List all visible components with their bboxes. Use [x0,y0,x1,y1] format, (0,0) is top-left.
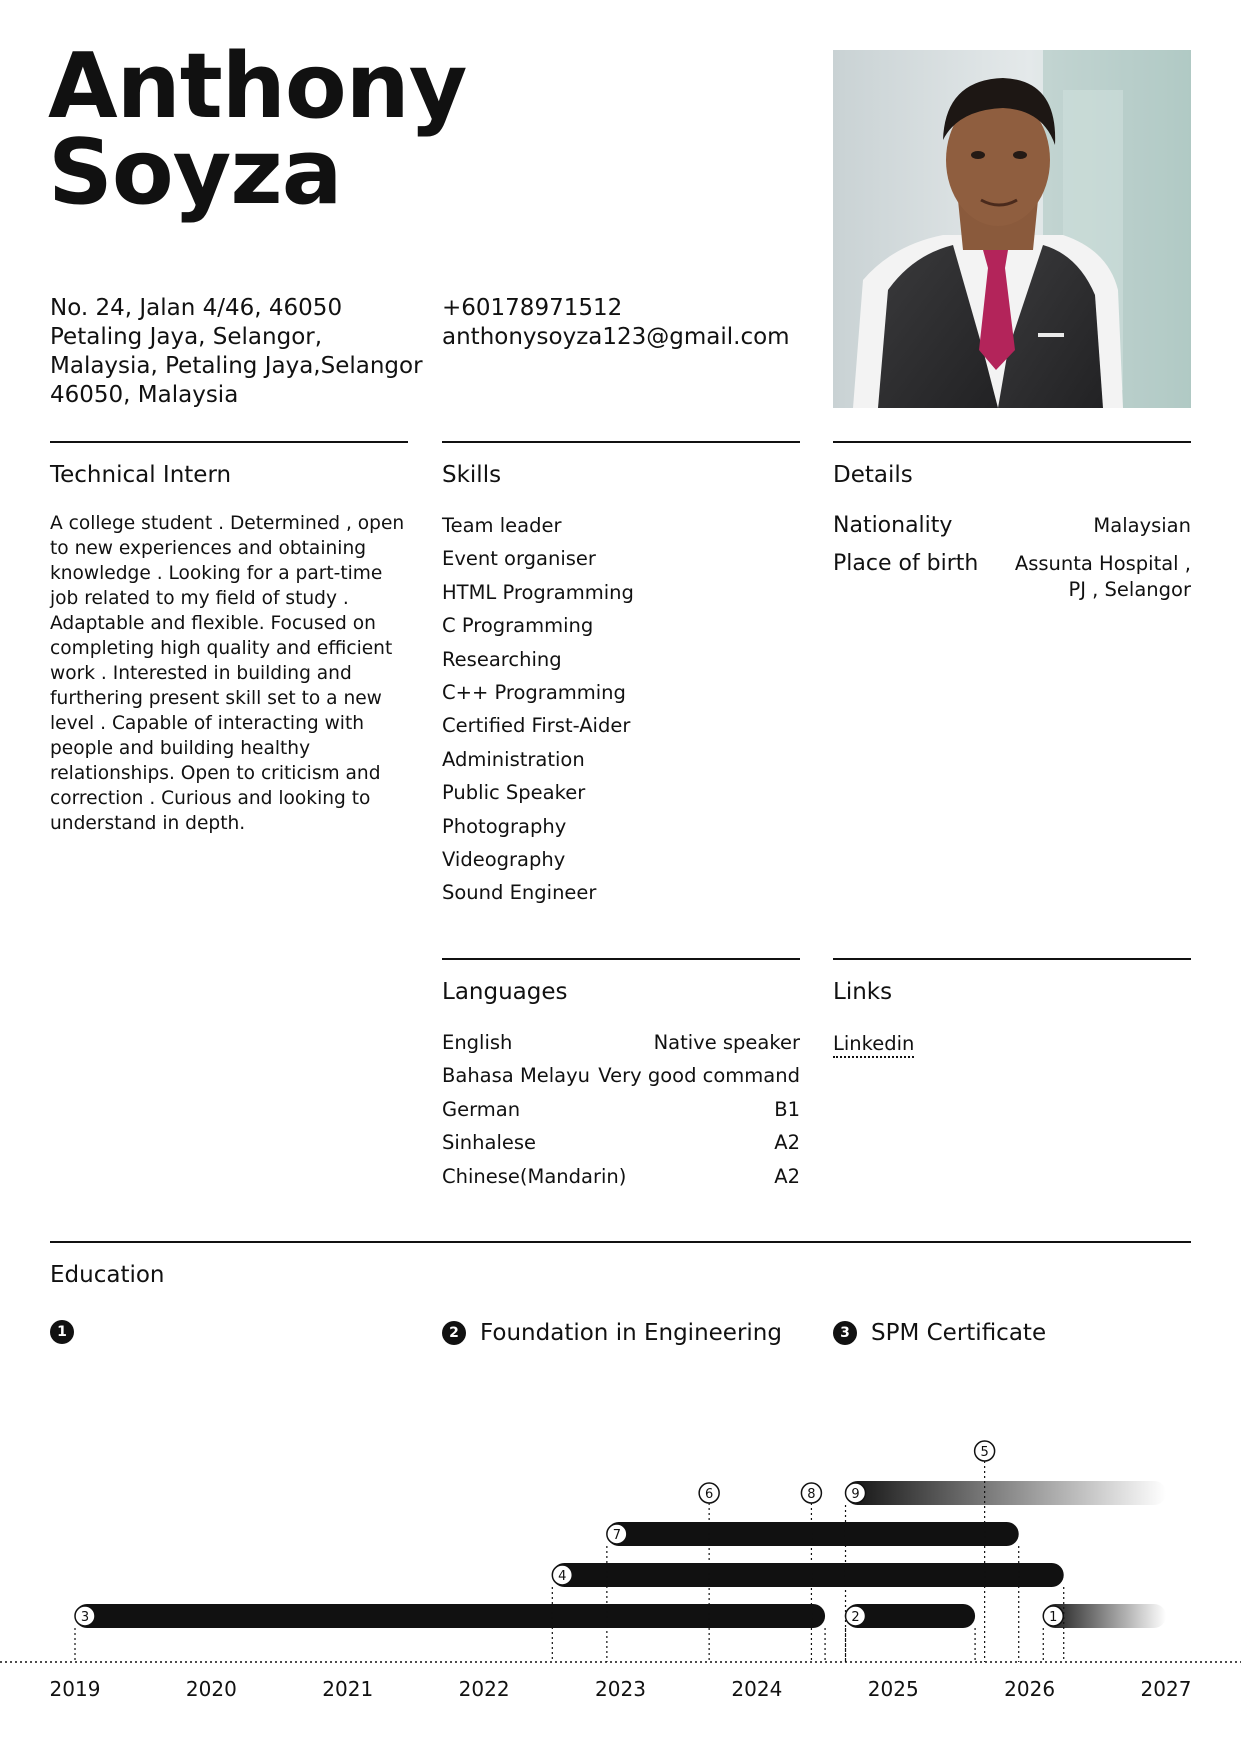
address-line: Petaling Jaya, Selangor, [50,324,323,350]
timeline-bar [846,1481,1166,1505]
language-name: Chinese(Mandarin) [442,1164,627,1188]
timeline-badge-number: 8 [807,1487,816,1502]
last-name: Soyza [48,120,342,225]
language-row [442,1026,800,1059]
year-label: 2024 [731,1677,783,1701]
education-number-badge: 2 [442,1321,466,1345]
skill-item: Event organiser [442,547,596,571]
email-address[interactable]: anthonysoyza123@gmail.com [442,324,790,350]
timeline-badge-number: 3 [80,1610,90,1625]
education-number-badge: 3 [833,1321,857,1345]
skills-section [442,441,800,910]
skill-item: HTML Programming [442,580,634,604]
timeline-badge-number: 2 [851,1610,860,1625]
timeline-badge-number: 7 [612,1528,622,1543]
birthplace-value: Assunta Hospital , PJ , Selangor [1014,552,1191,601]
links-title: Links [833,979,893,1005]
language-level: A2 [774,1164,800,1188]
language-name: English [442,1031,513,1054]
first-name: Anthony [48,34,467,139]
skill-item: Certified First-Aider [442,714,631,738]
timeline-bar [552,1563,1063,1587]
language-row [442,1160,800,1193]
nationality-label: Nationality [833,513,953,538]
language-name: Bahasa Melayu [442,1064,591,1088]
details-title: Details [833,462,913,488]
language-level: A2 [774,1131,800,1155]
birthplace-row [833,551,1191,603]
timeline-badge-number: 4 [558,1569,567,1584]
languages-title: Languages [442,979,568,1005]
timeline-badge-number: 5 [980,1445,989,1460]
phone-email-block [442,294,822,352]
language-name: Sinhalese [442,1131,537,1155]
birthplace-label: Place of birth [833,551,979,576]
year-label: 2021 [322,1677,374,1701]
nationality-row [833,513,1191,539]
language-name: German [442,1097,521,1121]
skill-item: Sound Engineer [442,881,597,905]
portrait-image [833,50,1191,408]
skills-list [442,509,800,910]
language-row [442,1126,800,1159]
summary-text: A college student . Determined , open to new experiences and obtaining knowledge . Looking for a part-time job related to my field of study . Adaptable and flexible. Focused on completing high quality and efficient work . Interested in building and furthering present skill set to a new level . Capable of interacting with people and building healthy relationships. Open to criticism and correction . Curious and looking to understand in depth. [50,513,405,834]
languages-section [442,958,800,1193]
timeline-badge-number: 9 [851,1487,860,1502]
year-label: 2020 [185,1677,237,1701]
year-label: 2026 [1004,1677,1056,1701]
summary-section [50,441,408,836]
phone-number[interactable]: +60178971512 [442,295,623,321]
language-row [442,1059,800,1092]
linkedin-link[interactable]: Linkedin [833,1032,914,1058]
education-label: Foundation in Engineering [480,1320,782,1346]
timeline-badge-number: 1 [1049,1610,1058,1625]
timeline-bar [607,1522,1019,1546]
skill-item: Administration [442,747,585,771]
education-item [442,1320,782,1346]
education-number-badge: 1 [50,1320,74,1344]
education-title: Education [50,1262,165,1288]
year-label: 2019 [49,1677,101,1701]
skill-item: C++ Programming [442,681,626,705]
year-label: 2027 [1140,1677,1192,1701]
profile-photo [833,50,1191,408]
address-line: Malaysia, Petaling Jaya,Selangor [50,353,423,379]
details-section [833,441,1191,603]
year-label: 2025 [867,1677,919,1701]
skill-item: C Programming [442,614,594,638]
skill-item: Researching [442,647,562,671]
language-level: Very good command [598,1064,800,1088]
skills-title: Skills [442,462,502,488]
skill-item: Public Speaker [442,781,586,805]
summary-title: Technical Intern [50,462,232,488]
address [50,294,430,410]
year-label: 2022 [458,1677,510,1701]
language-row [442,1093,800,1126]
education-label: SPM Certificate [871,1320,1047,1346]
address-line: 46050, Malaysia [50,382,239,408]
education-timeline [0,1430,1241,1720]
language-level: B1 [774,1097,800,1121]
skill-item: Videography [442,848,566,872]
links-section [833,958,1191,1058]
education-item [833,1320,1046,1346]
timeline-bar [75,1604,825,1628]
timeline-badge-number: 6 [705,1487,714,1502]
nationality-value: Malaysian [1093,514,1191,537]
skill-item: Team leader [442,514,562,537]
education-section [50,1241,1191,1289]
year-label: 2023 [595,1677,646,1701]
education-item [50,1320,88,1344]
skill-item: Photography [442,814,567,838]
address-line: No. 24, Jalan 4/46, 46050 [50,295,343,321]
languages-list [442,1026,800,1193]
language-level: Native speaker [653,1031,800,1054]
candidate-name [48,34,467,225]
